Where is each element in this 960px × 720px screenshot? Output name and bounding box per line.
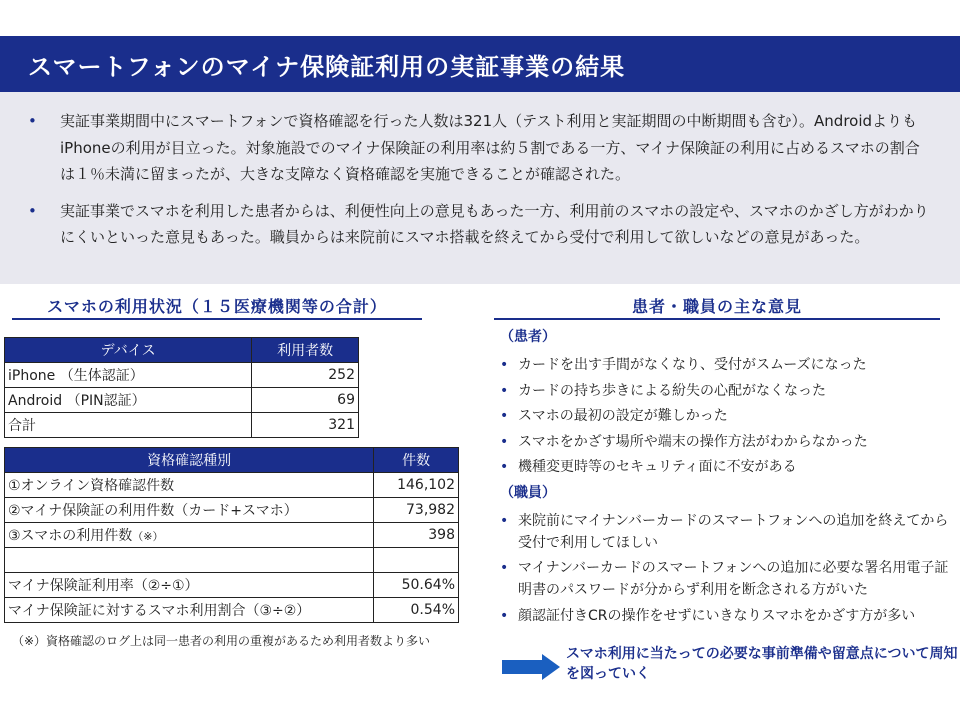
- conclusion-text: スマホ利用に当たっての必要な事前準備や留意点について周知を図っていく: [566, 646, 958, 682]
- list-item: • 機種変更時等のセキュリティ面に不安がある: [496, 456, 956, 478]
- table-row: [5, 413, 359, 438]
- summary-item: [28, 108, 934, 188]
- check-label: マイナ保険証に対するスマホ利用割合（③÷②）: [5, 598, 374, 623]
- list-item: • マイナンバーカードのスマートフォンへの追加に必要な署名用電子証明書のパスワードが分からず利用を断念される方がいた: [496, 557, 956, 601]
- device-label: iPhone （生体認証）: [5, 363, 252, 388]
- section-divider: [494, 318, 940, 320]
- list-item: • スマホの最初の設定が難しかった: [496, 405, 956, 427]
- check-count: 146,102: [374, 473, 459, 498]
- summary-text: 実証事業でスマホを利用した患者からは、利便性向上の意見もあった一方、利用前のスマホの設定や、スマホのかざし方がわかりにくいといった意見もあった。職員からは来院前にスマホ搭載を終えてから受付で利用して欲しいなどの意見があった。: [60, 201, 929, 246]
- patients-list: [496, 354, 956, 478]
- summary-text: 実証事業期間中にスマートフォンで資格確認を行った人数は321人（テスト利用と実証期間の中断期間も含む）。Androidよりも iPhoneの利用が目立った。対象施設でのマイナ保険証の利用率は約５割である一方、マイナ保険証の利用に占めるスマホの割合は１％未満に留まったが、大きな支障なく資格確認を実施できることが確認された。: [60, 112, 920, 183]
- bullet-icon: •: [500, 433, 509, 450]
- bullet-icon: •: [28, 112, 37, 130]
- bullet-icon: •: [500, 357, 509, 373]
- column-header: 資格確認種別: [5, 448, 374, 473]
- bullet-icon: •: [500, 512, 509, 529]
- list-item: • カードの持ち歩きによる紛失の心配がなくなった: [496, 380, 956, 402]
- table-row: [5, 523, 459, 548]
- check-label: [5, 548, 374, 573]
- list-item: • 来院前にマイナンバーカードのスマートフォンへの追加を終えてから受付で利用してほしい: [496, 510, 956, 554]
- device-table: [4, 337, 359, 438]
- check-label: マイナ保険証利用率（②÷①）: [5, 573, 374, 598]
- check-label: ③スマホの利用件数（※）: [5, 523, 374, 548]
- column-header: デバイス: [5, 338, 252, 363]
- device-label: Android （PIN認証）: [5, 388, 252, 413]
- bullet-icon: •: [500, 408, 509, 424]
- summary-box: [0, 92, 960, 284]
- check-count: 73,982: [374, 498, 459, 523]
- bullet-icon: •: [500, 382, 509, 399]
- table-row: [5, 473, 459, 498]
- bullet-icon: •: [28, 201, 37, 220]
- device-label: 合計: [5, 413, 252, 438]
- table-row: [5, 388, 359, 413]
- check-table: [4, 447, 459, 623]
- check-count: 398: [374, 523, 459, 548]
- table-header-row: [5, 448, 459, 473]
- list-item: • カードを出す手間がなくなり、受付がスムーズになった: [496, 354, 956, 376]
- check-count: [374, 548, 459, 573]
- list-item: • 顔認証付きCRの操作をせずにいきなりスマホをかざす方が多い: [496, 605, 956, 627]
- patients-label: （患者）: [500, 329, 556, 345]
- column-header: 利用者数: [252, 338, 359, 363]
- opinions-panel: [496, 326, 956, 630]
- table-row: [5, 363, 359, 388]
- table-header-row: [5, 338, 359, 363]
- footnote: （※）資格確認のログ上は同一患者の利用の重複があるため利用者数より多い: [12, 634, 431, 648]
- table-row: [5, 548, 459, 573]
- device-count: 321: [252, 413, 359, 438]
- note-mark: （※）: [132, 530, 164, 543]
- table-row: [5, 573, 459, 598]
- usage-section-title: スマホの利用状況（１５医療機関等の合計）: [47, 297, 387, 316]
- table-row: [5, 498, 459, 523]
- device-count: 69: [252, 388, 359, 413]
- page-title: スマートフォンのマイナ保険証利用の実証事業の結果: [0, 36, 960, 92]
- device-count: 252: [252, 363, 359, 388]
- check-label: ①オンライン資格確認件数: [5, 473, 374, 498]
- summary-item: [28, 198, 934, 251]
- table-row: [5, 598, 459, 623]
- bullet-icon: •: [500, 459, 509, 475]
- check-count: 0.54%: [374, 598, 459, 623]
- section-divider: [12, 318, 422, 320]
- arrow-right-icon: [502, 654, 560, 680]
- bullet-icon: •: [500, 607, 509, 624]
- staff-label: （職員）: [500, 484, 556, 501]
- check-count: 50.64%: [374, 573, 459, 598]
- list-item: • スマホをかざす場所や端末の操作方法がわからなかった: [496, 431, 956, 453]
- bullet-icon: •: [500, 560, 509, 576]
- column-header: 件数: [374, 448, 459, 473]
- staff-list: [496, 510, 956, 627]
- check-label: ②マイナ保険証の利用件数（カード+スマホ）: [5, 498, 374, 523]
- opinions-section-title: 患者・職員の主な意見: [631, 297, 802, 316]
